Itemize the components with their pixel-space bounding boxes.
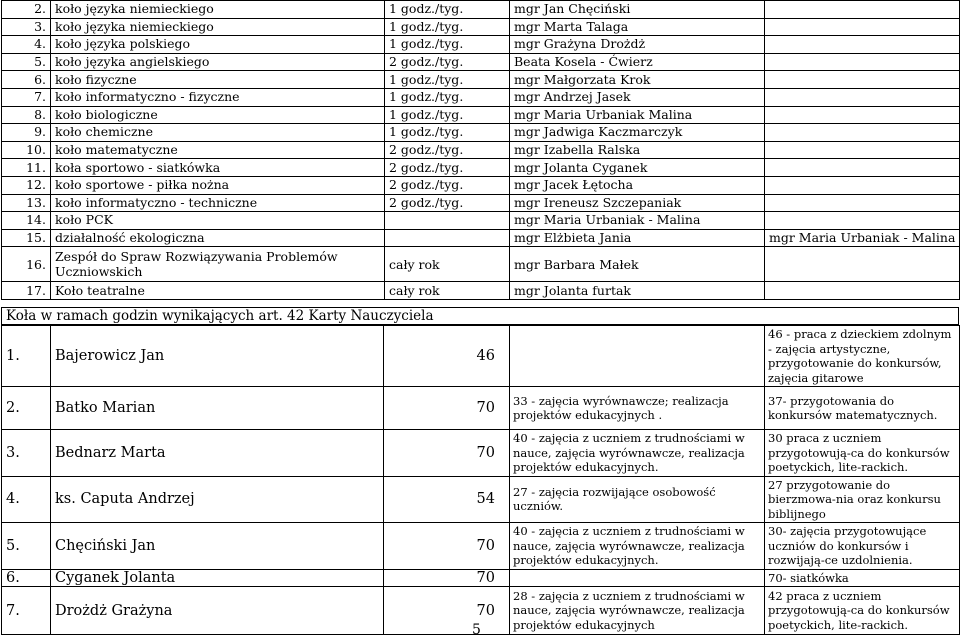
row-number: 15. [2, 229, 51, 247]
club-row [2, 1, 960, 19]
club-extra-teacher [765, 141, 960, 159]
row-number: 6. [2, 71, 51, 89]
club-teacher: mgr Jolanta furtak [510, 282, 765, 300]
club-name: działalność ekologiczna [51, 229, 385, 247]
teacher-activities: 40 - zajęcia z uczniem z trudnościami w nauce, zajęcia wyrównawcze, realizacja projektów edukacyjnych. [510, 523, 765, 570]
teacher-hours: 54 [384, 476, 510, 523]
club-row [2, 36, 960, 54]
teacher-other-activities: 30 praca z uczniem przygotowują-ca do konkursów poetyckich, lite-rackich. [765, 430, 960, 477]
club-extra-teacher [765, 1, 960, 19]
club-row [2, 71, 960, 89]
teacher-number: 3. [2, 430, 51, 477]
club-extra-teacher [765, 71, 960, 89]
club-row [2, 88, 960, 106]
club-name: koło chemiczne [51, 124, 385, 142]
club-hours: cały rok [385, 282, 510, 300]
club-hours: 1 godz./tyg. [385, 71, 510, 89]
club-hours: 1 godz./tyg. [385, 88, 510, 106]
teacher-row [2, 523, 960, 570]
teacher-number: 6. [2, 569, 51, 587]
club-name: koło fizyczne [51, 71, 385, 89]
row-number: 16. [2, 247, 51, 282]
teacher-number: 5. [2, 523, 51, 570]
club-extra-teacher [765, 194, 960, 212]
teacher-row [2, 430, 960, 477]
club-hours [385, 229, 510, 247]
club-name: koło języka niemieckiego [51, 1, 385, 19]
teacher-other-activities: 27 przygotowanie do bierzmowa-nia oraz konkursu biblijnego [765, 476, 960, 523]
club-name: Zespół do Spraw Rozwiązywania Problemów Uczniowskich [51, 247, 385, 282]
row-number: 10. [2, 141, 51, 159]
club-extra-teacher [765, 282, 960, 300]
club-extra-teacher [765, 124, 960, 142]
club-name: koło języka niemieckiego [51, 18, 385, 36]
club-teacher: mgr Jolanta Cyganek [510, 159, 765, 177]
club-hours: 1 godz./tyg. [385, 106, 510, 124]
club-row [2, 229, 960, 247]
row-number: 4. [2, 36, 51, 54]
teacher-hours: 46 [384, 326, 510, 387]
club-row [2, 212, 960, 230]
club-teacher: mgr Ireneusz Szczepaniak [510, 194, 765, 212]
row-number: 8. [2, 106, 51, 124]
row-number: 5. [2, 53, 51, 71]
teacher-other-activities: 37- przygotowania do konkursów matematycznych. [765, 387, 960, 430]
teacher-name: Bajerowicz Jan [51, 326, 384, 387]
club-teacher: mgr Małgorzata Krok [510, 71, 765, 89]
teacher-name: Drożdż Grażyna [51, 587, 384, 635]
club-hours: 2 godz./tyg. [385, 176, 510, 194]
club-name: koło matematyczne [51, 141, 385, 159]
club-extra-teacher [765, 106, 960, 124]
row-number: 2. [2, 1, 51, 19]
club-teacher: mgr Marta Talaga [510, 18, 765, 36]
teacher-hours: 70 [384, 430, 510, 477]
club-teacher: mgr Jacek Łętocha [510, 176, 765, 194]
club-row [2, 176, 960, 194]
teacher-activities: 28 - zajęcia z uczniem z trudnościami w nauce, zajęcia wyrównawcze, realizacja projektów edukacyjnych [510, 587, 765, 635]
club-name: Koło teatralne [51, 282, 385, 300]
club-extra-teacher [765, 88, 960, 106]
club-extra-teacher [765, 247, 960, 282]
teacher-number: 7. [2, 587, 51, 635]
club-teacher: Beata Kosela - Ćwierz [510, 53, 765, 71]
teacher-row [2, 387, 960, 430]
club-name: koło PCK [51, 212, 385, 230]
club-name: koła sportowo - siatkówka [51, 159, 385, 177]
club-extra-teacher [765, 36, 960, 54]
teacher-name: ks. Caputa Andrzej [51, 476, 384, 523]
teacher-hours: 70 [384, 387, 510, 430]
teacher-number: 2. [2, 387, 51, 430]
club-name: koło informatyczno - fizyczne [51, 88, 385, 106]
club-row [2, 282, 960, 300]
teacher-name: Batko Marian [51, 387, 384, 430]
club-teacher: mgr Grażyna Drożdż [510, 36, 765, 54]
teacher-activities [510, 326, 765, 387]
club-name: koło informatyczno - techniczne [51, 194, 385, 212]
teacher-name: Chęciński Jan [51, 523, 384, 570]
club-teacher: mgr Andrzej Jasek [510, 88, 765, 106]
club-name: koło sportowe - piłka nożna [51, 176, 385, 194]
club-extra-teacher [765, 53, 960, 71]
teacher-number: 1. [2, 326, 51, 387]
club-extra-teacher [765, 176, 960, 194]
club-teacher: mgr Jan Chęciński [510, 1, 765, 19]
teacher-hours: 70 [384, 523, 510, 570]
teacher-hours: 70 [384, 569, 510, 587]
teacher-activities [510, 569, 765, 587]
teacher-row [2, 476, 960, 523]
row-number: 17. [2, 282, 51, 300]
club-row [2, 18, 960, 36]
club-teacher: mgr Elżbieta Jania [510, 229, 765, 247]
row-number: 13. [2, 194, 51, 212]
row-number: 7. [2, 88, 51, 106]
club-teacher: mgr Izabella Ralska [510, 141, 765, 159]
club-row [2, 159, 960, 177]
club-hours: 1 godz./tyg. [385, 36, 510, 54]
teacher-number: 4. [2, 476, 51, 523]
club-row [2, 141, 960, 159]
row-number: 3. [2, 18, 51, 36]
club-hours: 1 godz./tyg. [385, 124, 510, 142]
club-hours: 2 godz./tyg. [385, 194, 510, 212]
teachers-table [1, 325, 960, 635]
teacher-other-activities: 42 praca z uczniem przygotowują-ca do konkursów poetyckich, lite-rackich. [765, 587, 960, 635]
club-hours: 2 godz./tyg. [385, 53, 510, 71]
club-row [2, 106, 960, 124]
club-row [2, 247, 960, 282]
row-number: 11. [2, 159, 51, 177]
teacher-other-activities: 30- zajęcia przygotowujące uczniów do konkursów i rozwijają-ce uzdolnienia. [765, 523, 960, 570]
club-row [2, 124, 960, 142]
club-teacher: mgr Jadwiga Kaczmarczyk [510, 124, 765, 142]
teacher-row [2, 569, 960, 587]
club-name: koło języka angielskiego [51, 53, 385, 71]
club-teacher: mgr Barbara Małek [510, 247, 765, 282]
teacher-other-activities: 46 - praca z dzieckiem zdolnym - zajęcia artystyczne, przygotowanie do konkursów, zajęcia gitarowe [765, 326, 960, 387]
club-row [2, 194, 960, 212]
teacher-name: Cyganek Jolanta [51, 569, 384, 587]
club-teacher: mgr Maria Urbaniak - Malina [510, 212, 765, 230]
club-extra-teacher: mgr Maria Urbaniak - Malina [765, 229, 960, 247]
teacher-hours: 70 [384, 587, 510, 635]
club-name: koło biologiczne [51, 106, 385, 124]
club-extra-teacher [765, 159, 960, 177]
club-hours [385, 212, 510, 230]
club-row [2, 53, 960, 71]
club-hours: 2 godz./tyg. [385, 159, 510, 177]
club-teacher: mgr Maria Urbaniak Malina [510, 106, 765, 124]
row-number: 12. [2, 176, 51, 194]
teacher-row [2, 326, 960, 387]
club-name: koło języka polskiego [51, 36, 385, 54]
teacher-other-activities: 70- siatkówka [765, 569, 960, 587]
teacher-activities: 40 - zajęcia z uczniem z trudnościami w nauce, zajęcia wyrównawcze, realizacja projektów edukacyjnych. [510, 430, 765, 477]
club-extra-teacher [765, 212, 960, 230]
club-hours: 2 godz./tyg. [385, 141, 510, 159]
club-hours: 1 godz./tyg. [385, 1, 510, 19]
teacher-activities: 27 - zajęcia rozwijające osobowość uczniów. [510, 476, 765, 523]
club-hours: 1 godz./tyg. [385, 18, 510, 36]
club-hours: cały rok [385, 247, 510, 282]
teacher-name: Bednarz Marta [51, 430, 384, 477]
row-number: 9. [2, 124, 51, 142]
club-extra-teacher [765, 18, 960, 36]
row-number: 14. [2, 212, 51, 230]
clubs-table [1, 0, 960, 300]
teacher-activities: 33 - zajęcia wyrównawcze; realizacja projektów edukacyjnych . [510, 387, 765, 430]
page-number: 5 [472, 622, 481, 638]
section-heading: Koła w ramach godzin wynikających art. 42 Karty Nauczyciela [1, 307, 959, 325]
